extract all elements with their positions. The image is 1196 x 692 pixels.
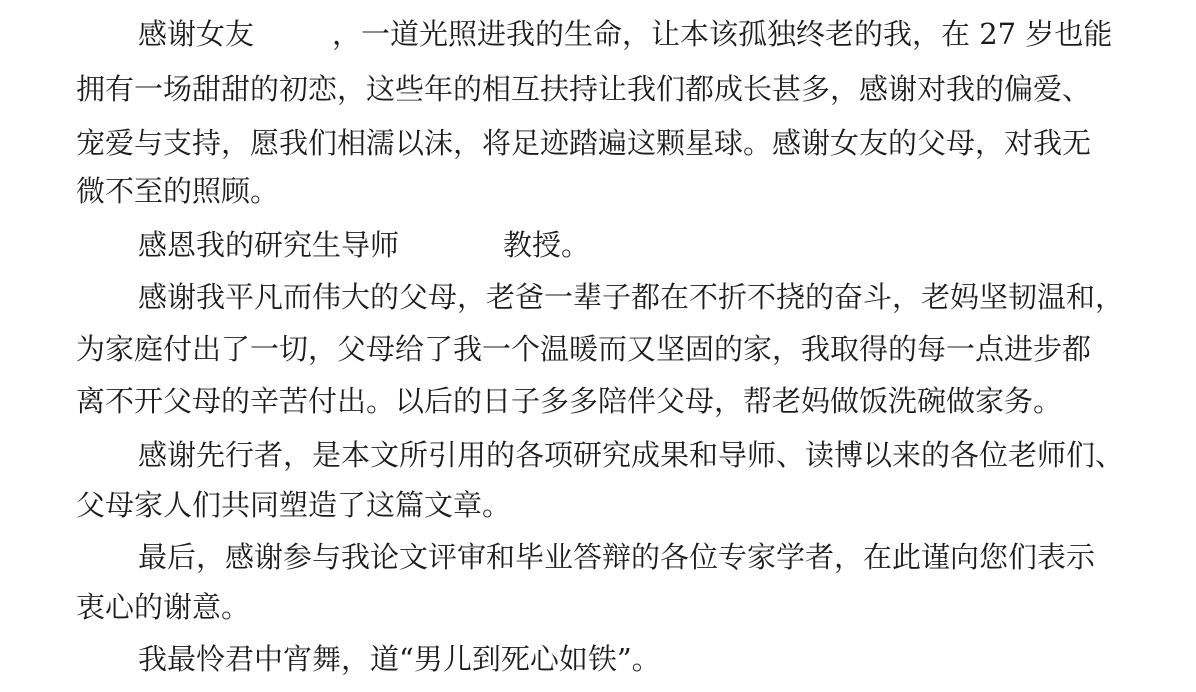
paragraph-5-line-2: 衷心的谢意。 (76, 590, 251, 624)
paragraph-3-line-2: 为家庭付出了一切，父母给了我一个温暖而又坚固的家，我取得的每一点进步都 (76, 332, 1092, 366)
paragraph-1-line-3: 宠爱与支持，愿我们相濡以沫，将足迹踏遍这颗星球。感谢女友的父母，对我无 (76, 126, 1092, 160)
paragraph-3-line-3: 离不开父母的辛苦付出。以后的日子多多陪伴父母，帮老妈做饭洗碗做家务。 (76, 384, 1063, 418)
paragraph-1-line-4: 微不至的照顾。 (76, 174, 280, 208)
paragraph-2-line-1 (138, 226, 590, 264)
paragraph-1-line-2: 拥有一场甜甜的初恋，这些年的相互扶持让我们都成长甚多，感谢对我的偏爱、 (76, 72, 1092, 106)
paragraph-3-line-1: 感谢我平凡而伟大的父母，老爸一辈子都在不折不挠的奋斗，老妈坚韧温和， (138, 280, 1125, 314)
text-segment: 感恩我的研究生导师 (138, 228, 400, 262)
text-segment: 教授。 (503, 228, 591, 262)
paragraph-5-line-1: 最后，感谢参与我论文评审和毕业答辩的各位专家学者，在此谨向您们表示 (138, 540, 1096, 574)
paragraph-1-line-1 (138, 15, 1112, 53)
paragraph-4-line-2: 父母家人们共同塑造了这篇文章。 (76, 488, 512, 522)
paragraph-4-line-1: 感谢先行者，是本文所引用的各项研究成果和导师、读博以来的各位老师们、 (138, 438, 1125, 472)
paragraph-6-line-1: 我最怜君中宵舞，道“男儿到死心如铁”。 (138, 642, 661, 676)
text-segment: ，一道光照进我的生命，让本该孤独终老的我，在 27 岁也能 (332, 17, 1113, 51)
text-segment: 感谢女友 (138, 17, 255, 51)
